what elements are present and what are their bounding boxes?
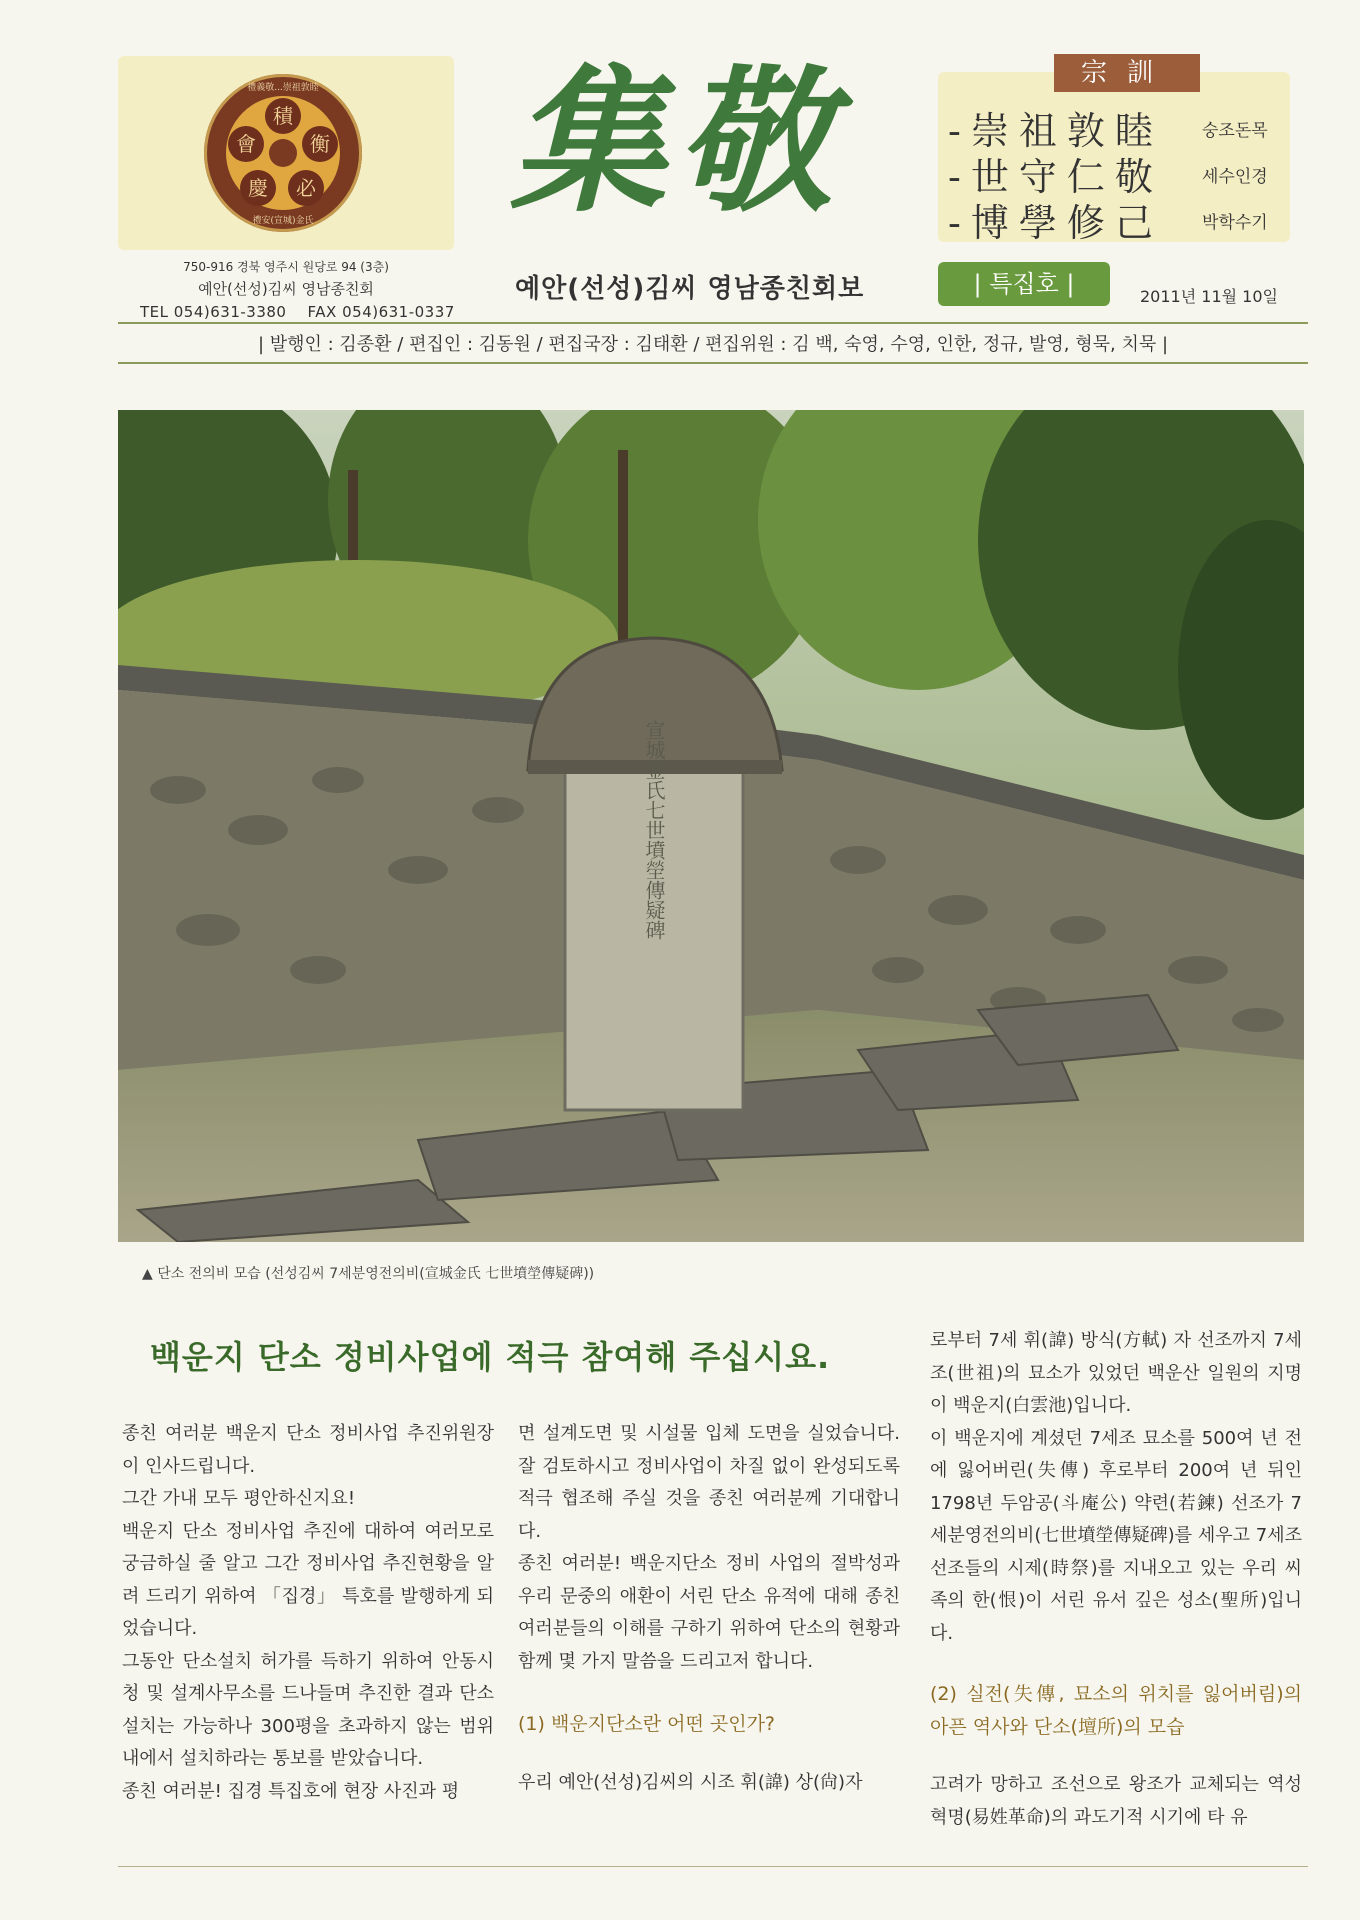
clan-seal-logo [204, 74, 362, 232]
seal-char-bottom-right: 必 [288, 170, 324, 206]
paragraph: 면 설계도면 및 시설물 입체 도면을 실었습니다. 잘 검토하시고 정비사업이 차질 없이 완성되도록 적극 협조해 주실 것을 종친 여러분께 기대합니다. [518, 1423, 900, 1542]
seal-char-top: 積 [265, 98, 301, 134]
motto-hangul-2: 세수인경 [1202, 167, 1268, 187]
stele-photo [118, 410, 1304, 1242]
motto-hangul-1: 숭조돈목 [1202, 121, 1268, 141]
seal-char-left: 會 [228, 126, 264, 162]
seal-inner [226, 96, 340, 210]
masthead-title: 集敬 [510, 50, 842, 233]
section-heading-1: (1) 백운지단소란 어떤 곳인가? [518, 1713, 776, 1735]
staff-line: | 발행인 : 김종환 / 편집인 : 김동원 / 편집국장 : 김태환 / 편집위원 : 김 백, 숙영, 수영, 인한, 정규, 발영, 형묵, 치묵 | [257, 334, 1169, 355]
newsletter-subtitle: 예안(선성)김씨 영남종친회보 [515, 274, 865, 304]
header-rule-top [118, 322, 1308, 324]
paragraph: 고려가 망하고 조선으로 왕조가 교체되는 역성혁명(易姓革命)의 과도기적 시기에 타 유 [930, 1774, 1302, 1828]
paragraph: 종친 여러분! 집경 특집호에 현장 사진과 평 [122, 1780, 460, 1802]
photo-caption: ▲ 단소 전의비 모습 (선성김씨 7세분영전의비(宣城金氏 七世墳塋傳疑碑)) [142, 1266, 595, 1282]
section-heading-2: (2) 실전(失傳, 묘소의 위치를 잃어버림)의 아픈 역사와 단소(壇所)의 모습 [930, 1683, 1302, 1738]
stele-photo-illustration [118, 410, 1304, 1242]
article-column-3 [930, 1325, 1302, 1834]
contact-line [140, 303, 455, 321]
paragraph: 그동안 단소설치 허가를 득하기 위하여 안동시청 및 설계사무소를 드나들며 추진한 결과 단소설치는 가능하나 300평을 초과하지 않는 범위 내에서 설치하라는 통보를 받았습니다. [122, 1650, 494, 1769]
seal-center [269, 139, 297, 167]
special-issue-badge: | 특집호 | [938, 262, 1110, 306]
seal-ring-top: 禮義敬...崇祖敦睦 [247, 83, 319, 93]
motto-heading: 宗訓 [1054, 54, 1200, 92]
seal-char-bottom-left: 慶 [240, 170, 276, 206]
stele-inscription: 宣城金氏七世墳塋傳疑碑 [642, 720, 666, 940]
fax-number: FAX 054)631-0337 [307, 303, 455, 321]
motto-line-2: -世守仁敬 [948, 155, 1163, 199]
article-column-1 [122, 1418, 494, 1808]
tel-number: TEL 054)631-3380 [140, 303, 287, 321]
paragraph: 우리 예안(선성)김씨의 시조 휘(諱) 상(尙)자 [518, 1771, 863, 1793]
paragraph: 그간 가내 모두 평안하신지요! [122, 1488, 356, 1509]
seal-ring-bottom: 禮安(宣城)金氏 [252, 216, 314, 226]
article-column-2 [518, 1418, 900, 1799]
motto-line-3: -博學修己 [948, 201, 1163, 245]
paragraph: 로부터 7세 휘(諱) 방식(方軾) 자 선조까지 7세조(世祖)의 묘소가 있었던 백운산 일원의 지명이 백운지(白雲池)입니다. [930, 1330, 1302, 1416]
motto-hangul-3: 박학수기 [1202, 213, 1268, 233]
paragraph: 종친 여러분 백운지 단소 정비사업 추진위원장이 인사드립니다. [122, 1423, 494, 1477]
header-rule-bottom [118, 362, 1308, 364]
article-headline: 백운지 단소 정비사업에 적극 참여해 주십시요. [150, 1338, 831, 1376]
issue-date: 2011년 11월 10일 [1140, 287, 1278, 306]
seal-char-right: 衡 [302, 126, 338, 162]
motto-line-1: -崇祖敦睦 [948, 109, 1163, 153]
paragraph: 이 백운지에 계셨던 7세조 묘소를 500여 년 전에 잃어버린(失傳) 후로부터 200여 년 뒤인 1798년 두암공(斗庵公) 약련(若鍊) 선조가 7세분영전의비(七世墳塋傳疑碑)를 세우고 7세조 선조들의 시제(時祭)를 지내오고 있는 우리 씨족의 한(恨)이 서린 유서 깊은 성소(聖所)입니다. [930, 1427, 1302, 1644]
org-name: 예안(선성)김씨 영남종친회 [198, 280, 374, 298]
paragraph: 종친 여러분! 백운지단소 정비 사업의 절박성과 우리 문중의 애환이 서린 단소 유적에 대해 종친 여러분들의 이해를 구하기 위하여 단소의 현황과 함께 몇 가지 말씀을 드리고저 합니다. [518, 1553, 900, 1672]
footer-rule [118, 1866, 1308, 1867]
paragraph: 백운지 단소 정비사업 추진에 대하여 여러모로 궁금하실 줄 알고 그간 정비사업 추진현황을 알려 드리기 위하여 「집경」 특호를 발행하게 되었습니다. [122, 1520, 494, 1639]
address: 750-916 경북 영주시 원당로 94 (3층) [183, 260, 389, 274]
